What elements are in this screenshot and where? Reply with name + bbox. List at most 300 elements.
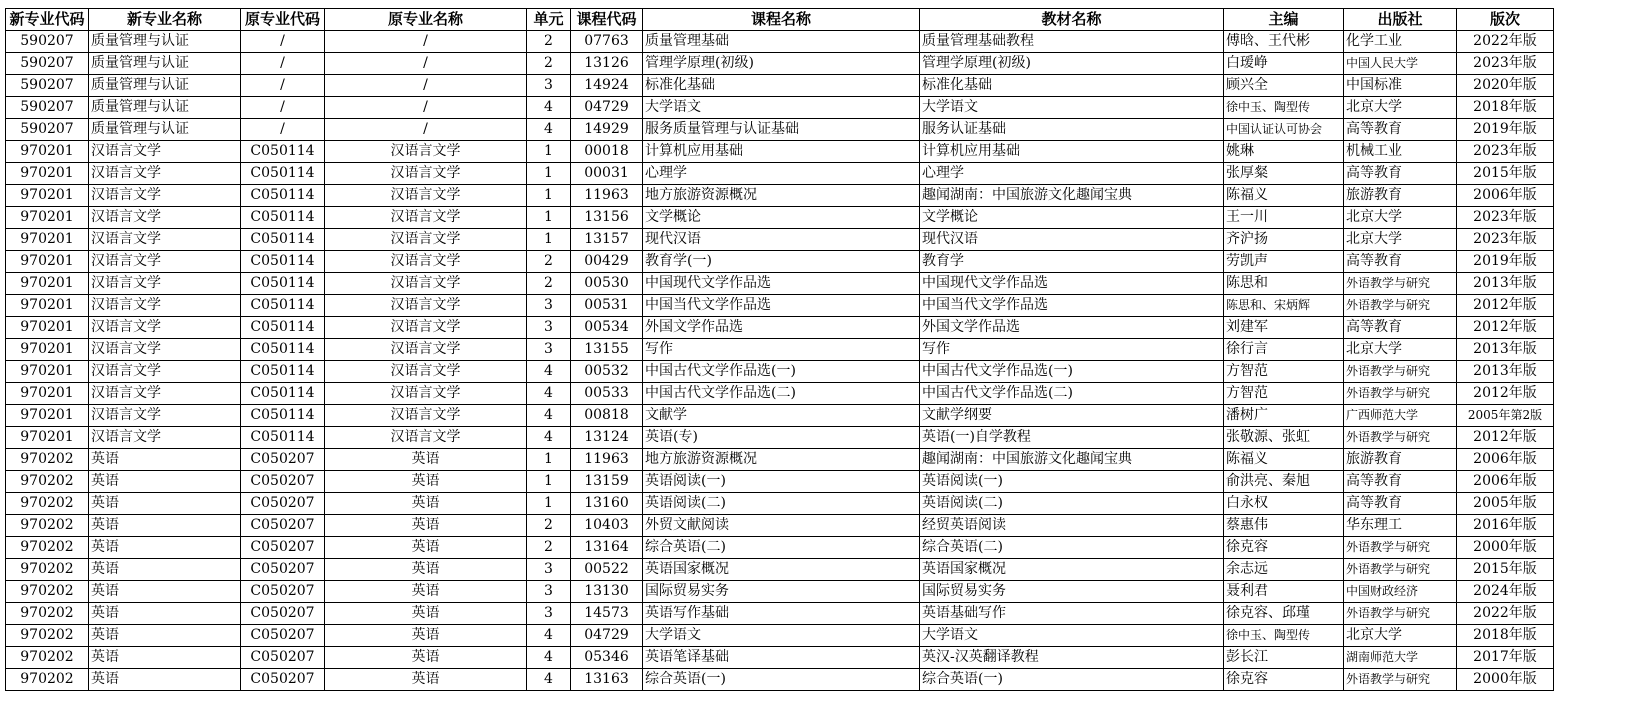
cell-new-major-name: 汉语言文学 xyxy=(89,163,241,185)
cell-publisher: 外语教学与研究 xyxy=(1344,559,1457,581)
cell-textbook-name: 英语(一)自学教程 xyxy=(920,427,1224,449)
cell-course-code: 13126 xyxy=(571,53,643,75)
cell-publisher: 旅游教育 xyxy=(1344,185,1457,207)
cell-edition: 2000年版 xyxy=(1457,669,1554,691)
cell-unit: 2 xyxy=(527,31,571,53)
cell-publisher: 高等教育 xyxy=(1344,163,1457,185)
cell-course-code: 07763 xyxy=(571,31,643,53)
cell-publisher: 高等教育 xyxy=(1344,493,1457,515)
table-row xyxy=(6,383,1554,405)
cell-textbook-name: 外国文学作品选 xyxy=(920,317,1224,339)
cell-textbook-name: 文学概论 xyxy=(920,207,1224,229)
cell-textbook-name: 大学语文 xyxy=(920,625,1224,647)
cell-unit: 3 xyxy=(527,581,571,603)
cell-unit: 1 xyxy=(527,141,571,163)
cell-editor: 中国认证认可协会 xyxy=(1224,119,1344,141)
cell-new-major-name: 汉语言文学 xyxy=(89,229,241,251)
cell-old-major-code: C050114 xyxy=(241,163,325,185)
cell-editor: 白永权 xyxy=(1224,493,1344,515)
cell-unit: 3 xyxy=(527,75,571,97)
cell-textbook-name: 中国当代文学作品选 xyxy=(920,295,1224,317)
cell-course-name: 综合英语(一) xyxy=(643,669,920,691)
cell-old-major-code: C050114 xyxy=(241,383,325,405)
cell-new-major-code: 970202 xyxy=(6,537,89,559)
cell-textbook-name: 英语阅读(二) xyxy=(920,493,1224,515)
cell-edition: 2005年第2版 xyxy=(1457,405,1554,427)
cell-course-name: 计算机应用基础 xyxy=(643,141,920,163)
cell-editor: 陈思和 xyxy=(1224,273,1344,295)
cell-old-major-code: C050207 xyxy=(241,581,325,603)
cell-editor: 陈福义 xyxy=(1224,449,1344,471)
cell-new-major-code: 970201 xyxy=(6,185,89,207)
header-course-name: 课程名称 xyxy=(643,9,920,31)
cell-textbook-name: 中国古代文学作品选(一) xyxy=(920,361,1224,383)
cell-editor: 张敬源、张虹 xyxy=(1224,427,1344,449)
cell-course-name: 写作 xyxy=(643,339,920,361)
cell-course-name: 中国当代文学作品选 xyxy=(643,295,920,317)
cell-new-major-name: 英语 xyxy=(89,647,241,669)
table-row xyxy=(6,669,1554,691)
cell-new-major-code: 970201 xyxy=(6,339,89,361)
cell-unit: 2 xyxy=(527,251,571,273)
cell-edition: 2005年版 xyxy=(1457,493,1554,515)
cell-course-code: 13130 xyxy=(571,581,643,603)
cell-old-major-name: / xyxy=(325,97,527,119)
cell-textbook-name: 中国现代文学作品选 xyxy=(920,273,1224,295)
table-row xyxy=(6,75,1554,97)
cell-unit: 4 xyxy=(527,427,571,449)
cell-new-major-name: 英语 xyxy=(89,625,241,647)
cell-new-major-name: 英语 xyxy=(89,581,241,603)
cell-old-major-code: C050207 xyxy=(241,625,325,647)
cell-old-major-name: 汉语言文学 xyxy=(325,141,527,163)
cell-edition: 2016年版 xyxy=(1457,515,1554,537)
cell-course-name: 国际贸易实务 xyxy=(643,581,920,603)
header-row xyxy=(6,9,1554,31)
cell-course-name: 文学概论 xyxy=(643,207,920,229)
cell-course-name: 英语国家概况 xyxy=(643,559,920,581)
cell-edition: 2020年版 xyxy=(1457,75,1554,97)
cell-editor: 余志远 xyxy=(1224,559,1344,581)
cell-old-major-name: 英语 xyxy=(325,493,527,515)
cell-unit: 1 xyxy=(527,163,571,185)
cell-edition: 2022年版 xyxy=(1457,31,1554,53)
cell-course-code: 14929 xyxy=(571,119,643,141)
cell-old-major-name: 英语 xyxy=(325,559,527,581)
table-row xyxy=(6,603,1554,625)
cell-course-name: 中国古代文学作品选(一) xyxy=(643,361,920,383)
cell-course-code: 11963 xyxy=(571,449,643,471)
cell-old-major-code: C050114 xyxy=(241,427,325,449)
table-row xyxy=(6,647,1554,669)
cell-old-major-name: / xyxy=(325,31,527,53)
cell-course-code: 14573 xyxy=(571,603,643,625)
table-row xyxy=(6,339,1554,361)
cell-unit: 2 xyxy=(527,53,571,75)
cell-textbook-name: 管理学原理(初级) xyxy=(920,53,1224,75)
cell-unit: 4 xyxy=(527,119,571,141)
cell-new-major-code: 970201 xyxy=(6,251,89,273)
cell-editor: 陈福义 xyxy=(1224,185,1344,207)
cell-old-major-code: C050114 xyxy=(241,273,325,295)
cell-new-major-code: 970201 xyxy=(6,273,89,295)
cell-unit: 1 xyxy=(527,449,571,471)
cell-course-name: 中国现代文学作品选 xyxy=(643,273,920,295)
table-row xyxy=(6,295,1554,317)
cell-course-code: 05346 xyxy=(571,647,643,669)
cell-course-name: 英语笔译基础 xyxy=(643,647,920,669)
cell-unit: 4 xyxy=(527,97,571,119)
cell-old-major-code: C050114 xyxy=(241,317,325,339)
cell-publisher: 外语教学与研究 xyxy=(1344,603,1457,625)
cell-old-major-code: C050207 xyxy=(241,493,325,515)
cell-course-name: 外贸文献阅读 xyxy=(643,515,920,537)
cell-publisher: 高等教育 xyxy=(1344,471,1457,493)
cell-new-major-code: 970201 xyxy=(6,295,89,317)
cell-old-major-name: 英语 xyxy=(325,471,527,493)
cell-new-major-name: 汉语言文学 xyxy=(89,185,241,207)
cell-editor: 白瑷峥 xyxy=(1224,53,1344,75)
cell-unit: 1 xyxy=(527,229,571,251)
cell-course-code: 13159 xyxy=(571,471,643,493)
cell-course-code: 13156 xyxy=(571,207,643,229)
cell-editor: 徐中玉、陶型传 xyxy=(1224,97,1344,119)
cell-old-major-name: 英语 xyxy=(325,669,527,691)
cell-edition: 2012年版 xyxy=(1457,383,1554,405)
cell-textbook-name: 中国古代文学作品选(二) xyxy=(920,383,1224,405)
cell-old-major-code: C050114 xyxy=(241,251,325,273)
table-row xyxy=(6,405,1554,427)
cell-edition: 2023年版 xyxy=(1457,53,1554,75)
cell-new-major-code: 970202 xyxy=(6,625,89,647)
cell-new-major-code: 590207 xyxy=(6,119,89,141)
cell-edition: 2023年版 xyxy=(1457,207,1554,229)
cell-editor: 方智范 xyxy=(1224,383,1344,405)
cell-unit: 1 xyxy=(527,185,571,207)
cell-old-major-name: 汉语言文学 xyxy=(325,383,527,405)
cell-edition: 2013年版 xyxy=(1457,339,1554,361)
cell-textbook-name: 经贸英语阅读 xyxy=(920,515,1224,537)
cell-course-name: 文献学 xyxy=(643,405,920,427)
cell-unit: 3 xyxy=(527,295,571,317)
cell-new-major-code: 970202 xyxy=(6,559,89,581)
cell-course-code: 00531 xyxy=(571,295,643,317)
table-row xyxy=(6,493,1554,515)
header-new-major-code: 新专业代码 xyxy=(6,9,89,31)
cell-publisher: 外语教学与研究 xyxy=(1344,537,1457,559)
cell-edition: 2018年版 xyxy=(1457,97,1554,119)
cell-publisher: 外语教学与研究 xyxy=(1344,295,1457,317)
cell-new-major-code: 970201 xyxy=(6,405,89,427)
cell-textbook-name: 英语阅读(一) xyxy=(920,471,1224,493)
header-publisher: 出版社 xyxy=(1344,9,1457,31)
cell-course-code: 00018 xyxy=(571,141,643,163)
cell-editor: 蔡惠伟 xyxy=(1224,515,1344,537)
cell-new-major-name: 汉语言文学 xyxy=(89,273,241,295)
cell-course-code: 14924 xyxy=(571,75,643,97)
cell-new-major-code: 970201 xyxy=(6,207,89,229)
cell-new-major-code: 590207 xyxy=(6,97,89,119)
course-textbook-table xyxy=(5,8,1554,691)
cell-new-major-name: 汉语言文学 xyxy=(89,295,241,317)
cell-old-major-code: C050207 xyxy=(241,647,325,669)
table-row xyxy=(6,229,1554,251)
cell-new-major-code: 970202 xyxy=(6,515,89,537)
cell-new-major-code: 970201 xyxy=(6,141,89,163)
course-table-container xyxy=(5,8,1554,691)
cell-unit: 2 xyxy=(527,515,571,537)
table-row xyxy=(6,625,1554,647)
cell-publisher: 外语教学与研究 xyxy=(1344,427,1457,449)
table-row xyxy=(6,163,1554,185)
table-row xyxy=(6,427,1554,449)
table-row xyxy=(6,537,1554,559)
cell-unit: 2 xyxy=(527,537,571,559)
cell-new-major-code: 970202 xyxy=(6,647,89,669)
cell-course-code: 00818 xyxy=(571,405,643,427)
table-row xyxy=(6,119,1554,141)
cell-course-code: 10403 xyxy=(571,515,643,537)
cell-publisher: 外语教学与研究 xyxy=(1344,383,1457,405)
cell-new-major-name: 汉语言文学 xyxy=(89,383,241,405)
cell-course-name: 心理学 xyxy=(643,163,920,185)
cell-old-major-name: 英语 xyxy=(325,647,527,669)
cell-old-major-name: 汉语言文学 xyxy=(325,317,527,339)
cell-old-major-name: 汉语言文学 xyxy=(325,295,527,317)
cell-edition: 2019年版 xyxy=(1457,251,1554,273)
cell-course-code: 13155 xyxy=(571,339,643,361)
cell-new-major-code: 970202 xyxy=(6,581,89,603)
cell-course-code: 00534 xyxy=(571,317,643,339)
cell-publisher: 中国财政经济 xyxy=(1344,581,1457,603)
cell-course-name: 服务质量管理与认证基础 xyxy=(643,119,920,141)
cell-editor: 徐克容、邱瑾 xyxy=(1224,603,1344,625)
table-row xyxy=(6,53,1554,75)
cell-old-major-code: C050207 xyxy=(241,603,325,625)
cell-old-major-code: C050207 xyxy=(241,515,325,537)
cell-editor: 潘树广 xyxy=(1224,405,1344,427)
cell-editor: 王一川 xyxy=(1224,207,1344,229)
cell-course-name: 地方旅游资源概况 xyxy=(643,185,920,207)
cell-publisher: 北京大学 xyxy=(1344,229,1457,251)
cell-old-major-name: 汉语言文学 xyxy=(325,273,527,295)
cell-publisher: 北京大学 xyxy=(1344,97,1457,119)
cell-old-major-code: / xyxy=(241,119,325,141)
cell-new-major-name: 汉语言文学 xyxy=(89,317,241,339)
cell-editor: 方智范 xyxy=(1224,361,1344,383)
cell-new-major-code: 970202 xyxy=(6,669,89,691)
cell-publisher: 北京大学 xyxy=(1344,339,1457,361)
cell-textbook-name: 写作 xyxy=(920,339,1224,361)
cell-new-major-name: 汉语言文学 xyxy=(89,339,241,361)
cell-unit: 2 xyxy=(527,273,571,295)
cell-old-major-code: C050114 xyxy=(241,361,325,383)
cell-publisher: 北京大学 xyxy=(1344,625,1457,647)
cell-course-name: 管理学原理(初级) xyxy=(643,53,920,75)
cell-edition: 2019年版 xyxy=(1457,119,1554,141)
cell-textbook-name: 标准化基础 xyxy=(920,75,1224,97)
cell-textbook-name: 英汉-汉英翻译教程 xyxy=(920,647,1224,669)
cell-textbook-name: 文献学纲要 xyxy=(920,405,1224,427)
cell-old-major-name: 汉语言文学 xyxy=(325,339,527,361)
header-course-code: 课程代码 xyxy=(571,9,643,31)
cell-publisher: 中国人民大学 xyxy=(1344,53,1457,75)
cell-new-major-name: 汉语言文学 xyxy=(89,141,241,163)
cell-unit: 1 xyxy=(527,207,571,229)
header-unit: 单元 xyxy=(527,9,571,31)
cell-new-major-name: 质量管理与认证 xyxy=(89,53,241,75)
cell-course-code: 00532 xyxy=(571,361,643,383)
cell-course-code: 00533 xyxy=(571,383,643,405)
cell-old-major-name: 汉语言文学 xyxy=(325,405,527,427)
cell-editor: 聂利君 xyxy=(1224,581,1344,603)
cell-course-code: 13164 xyxy=(571,537,643,559)
cell-edition: 2022年版 xyxy=(1457,603,1554,625)
cell-new-major-name: 英语 xyxy=(89,493,241,515)
cell-old-major-code: C050114 xyxy=(241,185,325,207)
cell-old-major-name: 英语 xyxy=(325,603,527,625)
cell-textbook-name: 质量管理基础教程 xyxy=(920,31,1224,53)
cell-course-name: 中国古代文学作品选(二) xyxy=(643,383,920,405)
cell-editor: 顾兴全 xyxy=(1224,75,1344,97)
cell-new-major-code: 970202 xyxy=(6,603,89,625)
cell-editor: 徐克容 xyxy=(1224,537,1344,559)
table-body xyxy=(6,31,1554,691)
cell-textbook-name: 计算机应用基础 xyxy=(920,141,1224,163)
cell-new-major-name: 汉语言文学 xyxy=(89,361,241,383)
table-row xyxy=(6,449,1554,471)
cell-publisher: 机械工业 xyxy=(1344,141,1457,163)
cell-unit: 1 xyxy=(527,471,571,493)
cell-edition: 2000年版 xyxy=(1457,537,1554,559)
cell-edition: 2015年版 xyxy=(1457,163,1554,185)
cell-new-major-name: 英语 xyxy=(89,537,241,559)
cell-editor: 陈思和、宋炳辉 xyxy=(1224,295,1344,317)
cell-publisher: 中国标准 xyxy=(1344,75,1457,97)
cell-old-major-code: / xyxy=(241,97,325,119)
header-textbook-name: 教材名称 xyxy=(920,9,1224,31)
cell-textbook-name: 趣闻湖南：中国旅游文化趣闻宝典 xyxy=(920,449,1224,471)
cell-course-name: 综合英语(二) xyxy=(643,537,920,559)
cell-new-major-name: 汉语言文学 xyxy=(89,251,241,273)
cell-textbook-name: 教育学 xyxy=(920,251,1224,273)
cell-edition: 2012年版 xyxy=(1457,295,1554,317)
cell-course-name: 地方旅游资源概况 xyxy=(643,449,920,471)
cell-new-major-code: 590207 xyxy=(6,53,89,75)
cell-textbook-name: 国际贸易实务 xyxy=(920,581,1224,603)
cell-edition: 2006年版 xyxy=(1457,449,1554,471)
cell-editor: 姚琳 xyxy=(1224,141,1344,163)
cell-old-major-name: 英语 xyxy=(325,581,527,603)
cell-course-name: 英语阅读(二) xyxy=(643,493,920,515)
cell-publisher: 华东理工 xyxy=(1344,515,1457,537)
cell-publisher: 高等教育 xyxy=(1344,119,1457,141)
cell-publisher: 外语教学与研究 xyxy=(1344,273,1457,295)
cell-old-major-code: C050114 xyxy=(241,339,325,361)
cell-new-major-code: 970202 xyxy=(6,449,89,471)
cell-editor: 张厚粲 xyxy=(1224,163,1344,185)
cell-old-major-code: / xyxy=(241,31,325,53)
cell-new-major-code: 970201 xyxy=(6,427,89,449)
cell-edition: 2017年版 xyxy=(1457,647,1554,669)
table-row xyxy=(6,317,1554,339)
cell-new-major-name: 质量管理与认证 xyxy=(89,119,241,141)
header-new-major-name: 新专业名称 xyxy=(89,9,241,31)
cell-new-major-code: 590207 xyxy=(6,75,89,97)
cell-old-major-code: C050207 xyxy=(241,537,325,559)
cell-textbook-name: 大学语文 xyxy=(920,97,1224,119)
cell-new-major-name: 质量管理与认证 xyxy=(89,31,241,53)
cell-course-code: 04729 xyxy=(571,97,643,119)
table-row xyxy=(6,471,1554,493)
cell-new-major-name: 英语 xyxy=(89,559,241,581)
cell-old-major-code: C050207 xyxy=(241,471,325,493)
cell-editor: 徐行言 xyxy=(1224,339,1344,361)
cell-course-name: 大学语文 xyxy=(643,625,920,647)
cell-new-major-name: 英语 xyxy=(89,471,241,493)
header-edition: 版次 xyxy=(1457,9,1554,31)
cell-old-major-name: 汉语言文学 xyxy=(325,185,527,207)
cell-edition: 2023年版 xyxy=(1457,141,1554,163)
cell-old-major-name: 汉语言文学 xyxy=(325,163,527,185)
cell-new-major-code: 970201 xyxy=(6,229,89,251)
cell-textbook-name: 心理学 xyxy=(920,163,1224,185)
cell-course-name: 英语写作基础 xyxy=(643,603,920,625)
cell-course-name: 大学语文 xyxy=(643,97,920,119)
table-row xyxy=(6,207,1554,229)
cell-new-major-code: 970202 xyxy=(6,493,89,515)
cell-course-code: 13124 xyxy=(571,427,643,449)
cell-new-major-code: 970201 xyxy=(6,317,89,339)
cell-textbook-name: 现代汉语 xyxy=(920,229,1224,251)
cell-course-code: 00522 xyxy=(571,559,643,581)
cell-course-name: 质量管理基础 xyxy=(643,31,920,53)
table-row xyxy=(6,361,1554,383)
cell-old-major-code: C050114 xyxy=(241,295,325,317)
cell-edition: 2006年版 xyxy=(1457,471,1554,493)
cell-textbook-name: 综合英语(一) xyxy=(920,669,1224,691)
cell-edition: 2012年版 xyxy=(1457,427,1554,449)
cell-course-code: 00530 xyxy=(571,273,643,295)
header-old-major-name: 原专业名称 xyxy=(325,9,527,31)
table-row xyxy=(6,185,1554,207)
cell-course-name: 英语阅读(一) xyxy=(643,471,920,493)
cell-unit: 4 xyxy=(527,361,571,383)
cell-edition: 2023年版 xyxy=(1457,229,1554,251)
cell-edition: 2015年版 xyxy=(1457,559,1554,581)
cell-new-major-code: 970201 xyxy=(6,361,89,383)
cell-course-name: 标准化基础 xyxy=(643,75,920,97)
cell-unit: 3 xyxy=(527,339,571,361)
cell-old-major-name: 英语 xyxy=(325,449,527,471)
table-row xyxy=(6,559,1554,581)
cell-course-code: 13160 xyxy=(571,493,643,515)
cell-edition: 2013年版 xyxy=(1457,273,1554,295)
cell-unit: 4 xyxy=(527,625,571,647)
cell-unit: 4 xyxy=(527,669,571,691)
cell-new-major-code: 970202 xyxy=(6,471,89,493)
cell-unit: 3 xyxy=(527,317,571,339)
cell-new-major-name: 英语 xyxy=(89,669,241,691)
header-old-major-code: 原专业代码 xyxy=(241,9,325,31)
cell-editor: 傅晗、王代彬 xyxy=(1224,31,1344,53)
cell-course-name: 外国文学作品选 xyxy=(643,317,920,339)
table-row xyxy=(6,251,1554,273)
cell-old-major-name: 英语 xyxy=(325,625,527,647)
cell-editor: 刘建军 xyxy=(1224,317,1344,339)
cell-new-major-name: 英语 xyxy=(89,449,241,471)
cell-new-major-name: 汉语言文学 xyxy=(89,207,241,229)
